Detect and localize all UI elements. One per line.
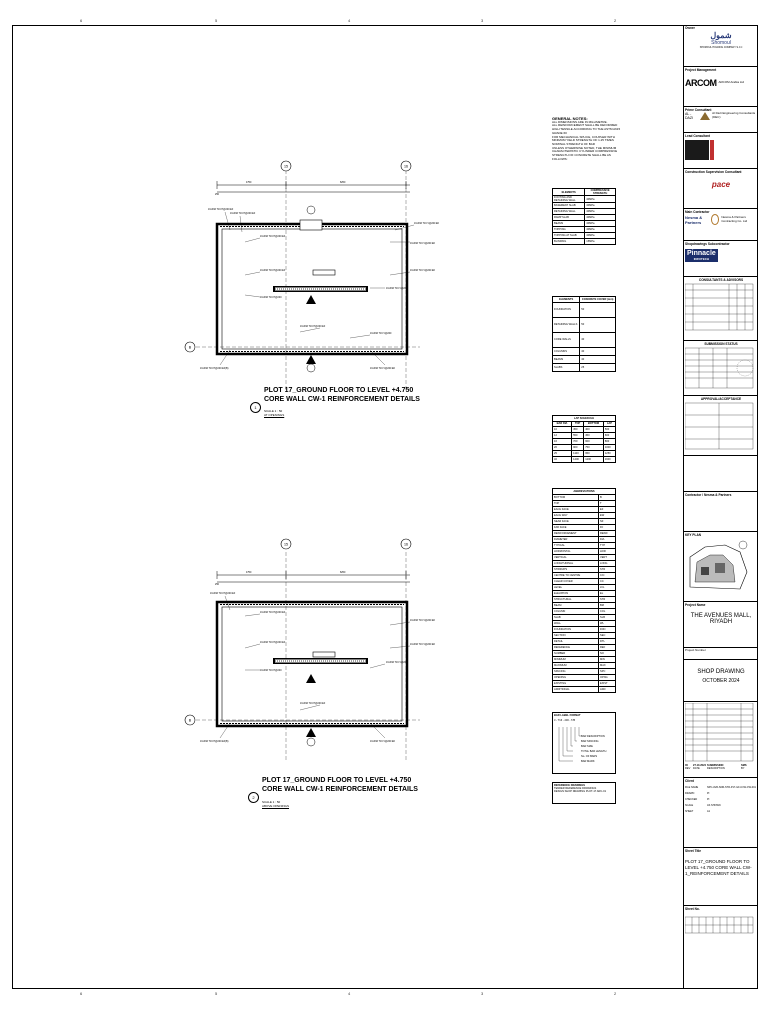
svg-text:4750: 4750	[246, 181, 252, 184]
grid-ref-bottom: 4	[348, 991, 351, 996]
abbrev-term: EACH WAY	[553, 512, 599, 518]
abbrev-term: TOP	[553, 500, 599, 506]
project-name: THE AVENUES MALL, RIYADH	[690, 613, 752, 625]
svg-text:16: 16	[404, 164, 408, 169]
svg-text:16-Ø16 T16 H@200 EF: 16-Ø16 T16 H@200 EF	[300, 325, 326, 328]
fields-section	[684, 778, 758, 848]
table-row: 32 1400 1200 1600	[553, 457, 616, 463]
abbrev-term: NEAR FACE	[553, 518, 599, 524]
supervision-section	[684, 169, 758, 209]
abbrev-code: MIN	[599, 656, 616, 662]
notes-line: FOR MECHANICAL SPLICE, COUPLER WITH MINIMUM YIELD STRENGTH OF 1.25 TIMES NOMINAL STRENGTH OF BAR	[552, 134, 615, 146]
consultant-name: Al Dazi Engineering Consultants (DEC)	[712, 111, 756, 119]
contractor-logo: Nesma & Partners	[685, 214, 703, 225]
abbrev-code: COL	[599, 608, 616, 614]
abbrev-term: SECTION	[553, 632, 599, 638]
abbrev-term: LONGITUDINAL	[553, 560, 599, 566]
table-row: CORE WALLS 40	[553, 332, 616, 347]
abbrev-term: COLUMN	[553, 608, 599, 614]
fields-label: Client	[685, 779, 694, 783]
key-plan-map	[685, 537, 755, 597]
drawing-scale-1	[264, 409, 284, 417]
svg-text:16-Ø16 T16 H@200 EF: 16-Ø16 T16 H@200 EF	[230, 212, 256, 215]
abbrev-code: WL	[599, 620, 616, 626]
table-title: ABBREVIATIONS	[553, 489, 616, 495]
table-row: RETAINING WALLS 50	[553, 317, 616, 332]
owner-sub: SHOMOUL HOLDING COMPANY S.J.C	[699, 46, 743, 49]
table-row: 12 550 450 600	[553, 433, 616, 439]
drawing-title-1	[264, 386, 420, 404]
consultant-label: Prime Consultant	[685, 108, 712, 112]
abbrev-term: EXISTING	[553, 680, 599, 686]
revision-grid	[685, 703, 755, 763]
scale-text: SCALE 1 : 50	[264, 409, 283, 413]
lead-logo-stripe-icon	[710, 140, 714, 160]
abbrev-term: REFERENCE	[553, 644, 599, 650]
svg-text:16-Ø16 T16 V@200 EF: 16-Ø16 T16 V@200 EF	[370, 367, 396, 370]
bar-format-sample: 3 - T16 - 200 - T/B	[554, 719, 576, 722]
svg-text:16-Ø16 T16 H@200: 16-Ø16 T16 H@200	[260, 669, 282, 672]
abbrev-term: EACH FACE	[553, 506, 599, 512]
svg-text:250: 250	[215, 583, 219, 586]
abbrev-term: CLEAR COVER	[553, 578, 599, 584]
table-row: FOOTING AND RETAINING WALL 40MPa	[553, 196, 616, 203]
scale-note: ABOVE OPENINGS	[262, 804, 290, 808]
drawing-title-line: PLOT 17_GROUND FLOOR TO LEVEL +4.750	[264, 387, 414, 394]
contractor-name: Nesma & Partners Contracting Co. Ltd	[721, 214, 748, 223]
abbrev-term: OPENING	[553, 674, 599, 680]
owner-label: Owner	[685, 26, 695, 30]
approval-box	[684, 456, 758, 492]
scale-text: SCALE 1 : 50	[262, 800, 281, 804]
sub-logo-text: Pinnacle	[687, 250, 716, 257]
drawing-scale-2	[262, 800, 289, 808]
drawing-callout-2: 2	[248, 792, 259, 803]
abbrev-code: EL	[599, 590, 616, 596]
svg-text:8250: 8250	[340, 571, 346, 574]
contractor-label: Main Contractor	[685, 210, 710, 214]
svg-text:16-Ø16 T16 H@200: 16-Ø16 T16 H@200	[260, 296, 282, 299]
grid-ref-top: 4	[348, 18, 351, 23]
pm-label: Project Management	[685, 68, 717, 72]
abbrev-code: EW	[599, 512, 616, 518]
drawing-title-2	[262, 776, 418, 794]
approval-heading: APPROVAL/ACCEPTANCE	[700, 397, 742, 401]
abbrev-code: B	[599, 494, 616, 500]
title-block	[683, 25, 758, 989]
reference-line: DESIGN SHOP DRAWING PLOT-17 ARC-01	[554, 790, 607, 793]
sheet-title-label: Sheet Title	[685, 849, 702, 853]
abbrev-term: DETAIL	[553, 638, 599, 644]
abbrev-term: BOTTOM	[553, 494, 599, 500]
svg-text:4750: 4750	[246, 571, 252, 574]
abbrev-code: FF	[599, 524, 616, 530]
table-row: BASEMENT SLAB 40MPa	[553, 203, 616, 209]
table-row: FOUNDATION 50	[553, 302, 616, 317]
abbrev-code: T	[599, 500, 616, 506]
owner-logo: شمول	[710, 30, 732, 40]
table-row: RAMP SLAB 40MPa	[553, 215, 616, 221]
owner-section	[684, 25, 758, 67]
consultant-logo: AL - DAZI	[685, 112, 693, 120]
abbrev-code: TYP	[599, 542, 616, 548]
table-row: SLABS 25	[553, 363, 616, 371]
field-row: CHECKED PI	[685, 798, 710, 801]
bar-label-format	[552, 712, 616, 774]
approval-grid	[685, 401, 755, 451]
contractor-section	[684, 209, 758, 241]
revision-section	[684, 702, 758, 778]
table-row: COLUMNS 40	[553, 347, 616, 355]
supervision-label: Construction Supervision Consultant	[685, 170, 742, 174]
field-row: DRAWN PI	[685, 792, 710, 795]
abbrev-code: STR	[599, 566, 616, 572]
abbrev-code: DIA	[599, 536, 616, 542]
sheet-no-section	[684, 906, 758, 946]
abbrev-term: FOUNDATION	[553, 626, 599, 632]
abbrev-code: HOR	[599, 548, 616, 554]
svg-text:16-Ø16 T16 V@200 EF: 16-Ø16 T16 V@200 EF	[410, 242, 436, 245]
table-header: COMPRESSIVE STRENGTH	[585, 189, 616, 196]
drawing-title-line: CORE WALL CW-1 REINFORCEMENT DETAILS	[264, 396, 420, 403]
general-notes	[552, 117, 622, 161]
abbrev-code: SLB	[599, 614, 616, 620]
table-row: 25 1100 950 1250	[553, 451, 616, 457]
svg-text:250: 250	[215, 193, 219, 196]
table-row: BEAMS 40MPa	[553, 221, 616, 227]
svg-text:16-Ø16 T16 H@200 EF: 16-Ø16 T16 H@200 EF	[208, 208, 234, 211]
abbrev-code: STR	[599, 596, 616, 602]
doc-type: SHOP DRAWING	[697, 669, 745, 675]
table-row: BLINDING 15MPa	[553, 239, 616, 245]
svg-text:16-Ø16 T16 V@200 EF: 16-Ø16 T16 V@200 EF	[410, 643, 436, 646]
svg-text:16-Ø16 T16 V@200: 16-Ø16 T16 V@200	[370, 332, 392, 335]
submission-section	[684, 341, 758, 396]
abbrev-code: FDN	[599, 626, 616, 632]
table-header: ELEMENTS	[553, 189, 585, 196]
sheet-no-label: Sheet No.	[685, 907, 700, 911]
abbrev-term: WALL	[553, 620, 599, 626]
grid-ref-bottom: 2	[614, 991, 617, 996]
grid-ref-top: 2	[614, 18, 617, 23]
abbrev-code: REINF	[599, 530, 616, 536]
abbrev-code: VERT	[599, 554, 616, 560]
grid-ref-bottom: 5	[215, 991, 218, 996]
svg-text:16-Ø16 T16 H@200 EF: 16-Ø16 T16 H@200 EF	[260, 235, 286, 238]
table-row: TOPPING AT SLAB 40MPa	[553, 233, 616, 239]
table-row: 16 700 600 800	[553, 439, 616, 445]
abbrev-term: MAXIMUM	[553, 662, 599, 668]
svg-text:16-Ø16 T16 H@200 EF: 16-Ø16 T16 H@200 EF	[260, 641, 286, 644]
pm-section	[684, 67, 758, 107]
subcontractor-section	[684, 241, 758, 277]
doc-type-section	[684, 660, 758, 702]
drawing-title-line: CORE WALL CW-1 REINFORCEMENT DETAILS	[262, 786, 418, 793]
abbrev-code: DTL	[599, 638, 616, 644]
abbrev-term: SPACING	[553, 668, 599, 674]
abbrev-term: SLAB	[553, 614, 599, 620]
reference-drawings	[552, 782, 616, 804]
table-row: BEAMS 40	[553, 355, 616, 363]
table-header: ELEMENTS	[553, 297, 580, 303]
lead-consultant-section	[684, 133, 758, 169]
consultants-heading: CONSULTANTS & ADVISORS	[698, 278, 744, 282]
project-name-section	[684, 602, 758, 648]
abbrev-term: REINFORCEMENT	[553, 530, 599, 536]
abbrev-code: LONG	[599, 560, 616, 566]
field-row: FILE NAME NPC-AVR-SDR-STR-P17-GF-C1W-CW-001	[685, 786, 756, 789]
sub-logo-subtext: INFOTECH	[693, 257, 710, 261]
abbrev-code: ADD	[599, 686, 616, 692]
notes-heading: GENERAL NOTES:	[552, 116, 588, 121]
doc-date: OCTOBER 2024	[702, 678, 740, 684]
abbrev-term: BEAM	[553, 602, 599, 608]
svg-text:16-Ø16 T16 H@200 EF(B): 16-Ø16 T16 H@200 EF(B)	[200, 367, 229, 370]
abbrev-code: OPNG	[599, 674, 616, 680]
key-plan-label: KEY PLAN	[685, 533, 702, 537]
fields-list	[685, 785, 757, 815]
submission-grid	[685, 346, 755, 391]
grid-ref-bottom: 6	[80, 991, 83, 996]
abbrev-code: C/C	[599, 572, 616, 578]
abbrev-code: NO	[599, 650, 616, 656]
sub-logo	[685, 249, 718, 262]
project-number-label: Project Number	[685, 648, 706, 652]
svg-text:15: 15	[284, 542, 288, 547]
abbrev-term: DIAMETER	[553, 536, 599, 542]
revision-header: REV DATE DESCRIPTION BY	[685, 767, 745, 770]
abbreviations-table	[552, 488, 616, 693]
lap-table: LAP SCHEDULE BAR DIA TOP BOTTOM LAP 10 450 400 500 12 550 450 600 16 700 600 800 20 900 750 1000 25 1100 950 1250 32 1400 1200 1600	[552, 415, 616, 463]
lead-label: Lead Consultant	[685, 134, 710, 138]
grid-ref-top: 6	[80, 18, 83, 23]
svg-text:16-Ø16 T16 V@200 EF: 16-Ø16 T16 V@200 EF	[370, 740, 396, 743]
project-number-section	[684, 648, 758, 660]
svg-text:16-Ø16 T16 V@200: 16-Ø16 T16 V@200	[386, 661, 408, 664]
svg-text:B: B	[188, 345, 192, 350]
contractor-stamp-label: Contractor / Nesma & Partners	[685, 493, 732, 497]
table-row: TOPPING 40MPa	[553, 227, 616, 233]
table-row	[553, 686, 616, 692]
abbrev-term: ADDITIONAL	[553, 686, 599, 692]
abbrev-term: TYPICAL	[553, 542, 599, 548]
scale-note: AT OPENINGS	[264, 413, 285, 417]
svg-text:16-Ø16 T16 V@200 EF: 16-Ø16 T16 V@200 EF	[410, 619, 436, 622]
svg-text:8250: 8250	[340, 181, 346, 184]
abbrev-code: SPC	[599, 668, 616, 674]
abbrev-code: LVL	[599, 584, 616, 590]
pm-logo: ARCOM	[685, 78, 717, 88]
reference-heading: REFERENCE DRAWINGS	[554, 784, 585, 787]
abbrev-code: SEC	[599, 632, 616, 638]
notes-line: UNLESS OTHERWISE NOTED, THE MINIMUM CHARACTERISTIC CYLINDER COMPRESSIVE STRENGTH OF CONCRETE SHALL BE AS FOLLOWS:	[552, 145, 618, 161]
field-row: SCALE AS SHOWN	[685, 804, 721, 807]
contractor-stamp	[684, 492, 758, 532]
consultant-section	[684, 107, 758, 133]
abbrev-code: NF	[599, 518, 616, 524]
abbrev-term: VERTICAL	[553, 554, 599, 560]
abbrev-term: ELEVATION	[553, 590, 599, 596]
table-row: RETAINING WALL 40MPa	[553, 209, 616, 215]
grid-ref-top: 5	[215, 18, 218, 23]
abbrev-code: CC	[599, 578, 616, 584]
consultants-grid	[685, 282, 755, 332]
svg-text:15: 15	[284, 164, 288, 169]
lead-logo-icon	[685, 140, 709, 160]
svg-text:B: B	[188, 718, 192, 723]
field-row: SHEET A1	[685, 810, 711, 813]
table-title: LAP SCHEDULE	[553, 416, 616, 422]
submission-heading: SUBMISSION STATUS	[704, 342, 738, 346]
bar-format-labels: BAR DESCRIPTION BAR SPACING BAR SIZE TOTAL BAR LENGTH No. OF BARS BAR MARK	[581, 735, 607, 763]
strength-table	[552, 188, 616, 245]
grid-ref-bottom: 3	[481, 991, 484, 996]
abbrev-term: NUMBER	[553, 650, 599, 656]
svg-text:16-Ø16 T16 H@200 EF: 16-Ø16 T16 H@200 EF	[260, 611, 286, 614]
abbrev-term: MINIMUM	[553, 656, 599, 662]
table-row: 20 900 750 1000	[553, 445, 616, 451]
key-plan-section	[684, 532, 758, 602]
abbrev-code: REF	[599, 644, 616, 650]
notes-line: ALL REINFORCEMENT SHALL BE DEFORMED HIGH TENSILE ACCORDING TO THE ASTM A615 GRADE 60	[552, 123, 621, 135]
table-header: CONCRETE COVER (mm)	[580, 297, 616, 303]
abbrev-code: EXIST	[599, 680, 616, 686]
sheet-title: PLOT 17_GROUND FLOOR TO LEVEL +4.750 CORE WALL CW-1_REINFORCEMENT DETAILS	[685, 859, 752, 876]
abbrev-term: HORIZONTAL	[553, 548, 599, 554]
owner-name: Shomoul	[711, 40, 731, 46]
consultant-triangle-icon	[700, 112, 710, 120]
reference-line: TENDER REFERENCE DRAWINGS	[554, 787, 597, 790]
pm-name: ARCOM Arabia Ltd	[718, 80, 745, 85]
notes-line: ALL DIMENSIONS ARE IN MILLIMETRE.	[552, 119, 608, 124]
contractor-ring-icon	[711, 214, 719, 225]
sub-label: Shopdrawings Subcontractor	[685, 242, 730, 246]
abbrev-term: STRUCTURAL	[553, 596, 599, 602]
svg-text:16-Ø16 T16 V@200 EF: 16-Ø16 T16 V@200 EF	[410, 269, 436, 272]
abbrev-code: EF	[599, 506, 616, 512]
supervision-logo: pace	[711, 180, 731, 189]
project-name-label: Project Name	[685, 603, 706, 607]
reinforcement-plan-2	[170, 530, 450, 790]
svg-text:16-Ø16 T16 H@200 EF: 16-Ø16 T16 H@200 EF	[300, 702, 326, 705]
sheet-no-grid	[685, 911, 755, 937]
revision-row: 00 27.10.2024 SUBMISSION SMS	[685, 764, 747, 767]
cover-table	[552, 296, 616, 372]
drawing-title-line: PLOT 17_GROUND FLOOR TO LEVEL +4.750	[262, 777, 412, 784]
consultants-section	[684, 277, 758, 341]
abbrev-term: CENTRE TO CENTRE	[553, 572, 599, 578]
abbrev-code: BM	[599, 602, 616, 608]
svg-text:16-Ø16 T16 V@200: 16-Ø16 T16 V@200	[386, 287, 408, 290]
svg-text:16-Ø16 T16 H@200 EF(B): 16-Ø16 T16 H@200 EF(B)	[200, 740, 229, 743]
approval-section	[684, 396, 758, 456]
drawing-callout-1: 1	[250, 402, 261, 413]
abbrev-term: FAR FACE	[553, 524, 599, 530]
svg-text:16-Ø16 T16 H@200 EF: 16-Ø16 T16 H@200 EF	[210, 592, 236, 595]
sheet-title-section	[684, 848, 758, 906]
abbrev-code: MAX	[599, 662, 616, 668]
table-row: 10 450 400 500	[553, 427, 616, 433]
abbrev-term: STIRRUPS	[553, 566, 599, 572]
svg-text:16: 16	[404, 542, 408, 547]
grid-ref-top: 3	[481, 18, 484, 23]
svg-text:16-Ø16 T16 H@200 EF: 16-Ø16 T16 H@200 EF	[260, 269, 286, 272]
abbrev-term: LEVEL	[553, 584, 599, 590]
bar-format-heading: BAR LABEL FORMAT	[554, 714, 581, 717]
svg-text:16-Ø16 T16 V@200 EF: 16-Ø16 T16 V@200 EF	[414, 222, 440, 225]
